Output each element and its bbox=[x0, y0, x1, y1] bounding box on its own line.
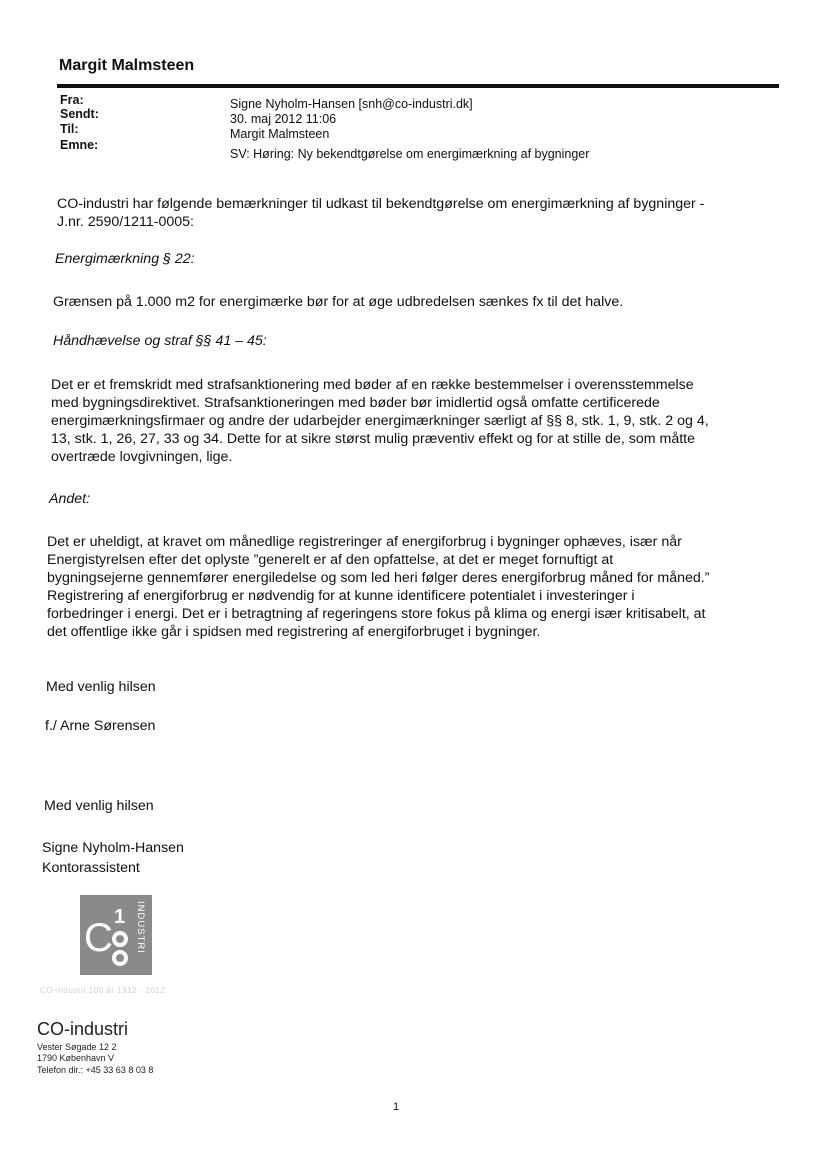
paragraph-2-line: energimærkningsfirmaer og andre der udarbejder energimærkninger særligt af §§ 8, stk. 1, 9, stk. 2 og 4, bbox=[51, 413, 709, 429]
paragraph-3-line: forbedringer i energi. Det er i betragtning af regeringens store fokus på klima og energi især kritisabelt, at bbox=[47, 606, 706, 622]
phone-line: Telefon dir.: +45 33 63 8 03 8 bbox=[37, 1065, 154, 1075]
paragraph-2-line: Det er et fremskridt med strafsanktionering med bøder af en række bestemmelser i overensstemmelse bbox=[51, 377, 694, 393]
signature-2-name: Signe Nyholm-Hansen bbox=[42, 840, 184, 856]
from-label: Fra: bbox=[60, 93, 84, 107]
paragraph-2-line: med bygningsdirektivet. Strafsanktioneringen med bøder bør imidlertid også omfatte certificerede bbox=[51, 395, 660, 411]
company-name: CO-industri bbox=[37, 1019, 129, 1039]
logo-side-text: INDUSTRI bbox=[135, 901, 146, 954]
page-number: 1 bbox=[393, 1101, 400, 1113]
mailbox-owner: Margit Malmsteen bbox=[59, 57, 195, 74]
header-rule bbox=[57, 84, 779, 88]
signature-1: f./ Arne Sørensen bbox=[45, 718, 156, 734]
subject-label: Emne: bbox=[60, 138, 99, 152]
svg-text:1: 1 bbox=[114, 906, 126, 928]
logo-caption: CO-industri 100 år 1912 - 2012 bbox=[40, 986, 166, 995]
co-industri-logo bbox=[80, 895, 152, 975]
logo-letter-c: C bbox=[84, 916, 113, 960]
sent-label: Sendt: bbox=[60, 107, 99, 121]
paragraph-3-line: Registrering af energiforbrug er nødvendig for at kunne identificere potentialet i investeringer i bbox=[47, 588, 635, 604]
intro-line-2: J.nr. 2590/1211-0005: bbox=[57, 214, 194, 230]
heading-andet: Andet: bbox=[49, 491, 91, 507]
from-value: Signe Nyholm-Hansen [snh@co-industri.dk] bbox=[230, 97, 473, 111]
sent-value: 30. maj 2012 11:06 bbox=[230, 112, 337, 126]
address-line-2: 1790 København V bbox=[37, 1053, 115, 1063]
paragraph-2-line: 13, stk. 1, 26, 27, 33 og 34. Dette for at sikre størst mulig præventiv effekt og for at stille de, som måtte bbox=[51, 431, 695, 447]
heading-haandhaevelse: Håndhævelse og straf §§ 41 – 45: bbox=[53, 333, 267, 349]
address-line-1: Vester Søgade 12 2 bbox=[37, 1042, 117, 1052]
paragraph-3-line: det offentlige ikke går i spidsen med registrering af energiforbruget i bygninger. bbox=[47, 624, 541, 640]
signature-2-title: Kontorassistent bbox=[42, 860, 140, 876]
closing-1: Med venlig hilsen bbox=[46, 679, 156, 695]
heading-energimaerkning: Energimærkning § 22: bbox=[55, 251, 195, 267]
paragraph-1: Grænsen på 1.000 m2 for energimærke bør for at øge udbredelsen sænkes fx til det halve. bbox=[53, 294, 624, 310]
paragraph-3-line: Energistyrelsen efter det oplyste ”generelt er af den opfattelse, at det er meget fornuftigt at bbox=[47, 552, 614, 568]
intro-line-1: CO-industri har følgende bemærkninger til udkast til bekendtgørelse om energimærkning af bygninger - bbox=[57, 196, 705, 212]
paragraph-3-line: Det er uheldigt, at kravet om månedlige registreringer af energiforbrug i bygninger ophæves, især når bbox=[47, 534, 682, 550]
paragraph-3-line: bygningsejerne gennemfører energiledelse og som led heri følger deres energiforbrug måned for måned.” bbox=[47, 570, 710, 586]
closing-2: Med venlig hilsen bbox=[44, 798, 154, 814]
paragraph-2-line: overtræde lovgivningen, lige. bbox=[51, 449, 233, 465]
to-value: Margit Malmsteen bbox=[230, 127, 330, 141]
to-label: Til: bbox=[60, 122, 79, 136]
subject-value: SV: Høring: Ny bekendtgørelse om energimærkning af bygninger bbox=[230, 147, 590, 161]
